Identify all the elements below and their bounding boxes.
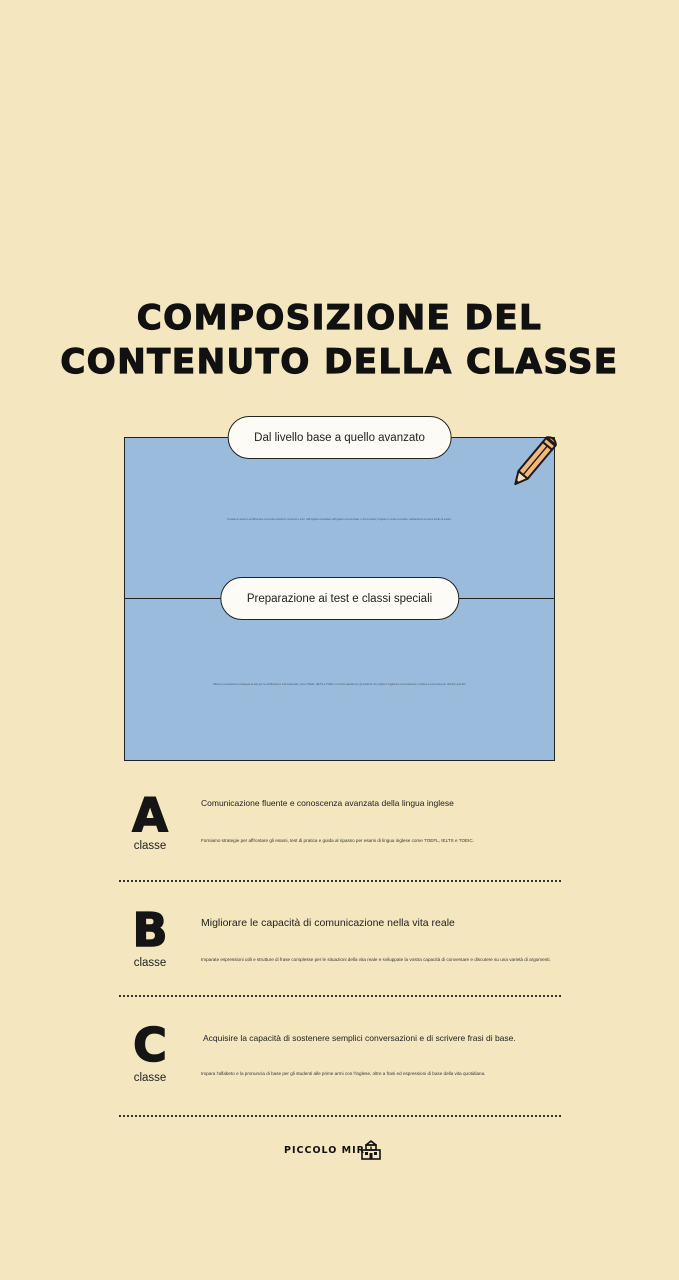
class-b-label: classe (133, 957, 167, 969)
class-b-description: Imparate espressioni utili e strutture di frase complesse per le situazioni della vita reale e sviluppate la vostra capacità di conversare e discutere su una varietà di argomenti. (201, 957, 551, 962)
test-prep-panel-text: Offriamo preparazione strategica ai test per la certificazione internazionale, come TOEFL, IELTS e TOEIC, e lezioni speciali per gli studenti che vogliono migliorare conversazione, scrittura e pronuncia per obiettivi specifici. (212, 683, 467, 686)
class-a-letter: A (132, 788, 168, 842)
class-c-letter: C (133, 1018, 167, 1072)
divider (119, 880, 561, 882)
page-title (0, 296, 679, 384)
class-c-description: Impara l'alfabeto e la pronuncia di base per gli studenti alle prime armi con l'inglese, oltre a frasi ed espressioni di base della vita quotidiana. (201, 1071, 486, 1076)
class-c-label: classe (133, 1072, 167, 1084)
class-a-description: Forniamo strategie per affrontare gli esami, test di pratica e guida al ripasso per esami di lingua inglese come TOEFL, IELTS e TOEIC. (201, 838, 474, 843)
divider (119, 995, 561, 997)
level-pill: Dal livello base a quello avanzato (227, 416, 452, 459)
level-panel-text: Possiamo aiutarvi ad affrontare un'ampia varietà di contenuti e temi, dall'inglese quotidiano all'inglese commerciale, e ad imparare l'inglese in modo completo, adattandolo al vostro livello di studio. (227, 518, 452, 521)
page-title-line-1: COMPOSIZIONE DEL (136, 298, 543, 338)
school-building-icon (361, 1140, 381, 1160)
class-b-heading: Migliorare le capacità di comunicazione nella vita reale (201, 917, 455, 929)
brand-name: PICCOLO MIR (284, 1144, 365, 1156)
class-c-heading: Acquisire la capacità di sostenere semplici conversazioni e di scrivere frasi di base. (203, 1033, 516, 1043)
divider (119, 1115, 561, 1117)
class-a-heading: Comunicazione fluente e conoscenza avanzata della lingua inglese (201, 798, 454, 808)
page-title-line-2: CONTENUTO DELLA CLASSE (60, 342, 619, 382)
test-prep-panel (124, 598, 555, 761)
pencil-icon (503, 428, 569, 494)
class-b-letter: B (132, 903, 168, 957)
footer-brand (284, 1140, 381, 1160)
test-prep-pill: Preparazione ai test e classi speciali (220, 577, 459, 620)
class-a-label: classe (133, 840, 167, 852)
